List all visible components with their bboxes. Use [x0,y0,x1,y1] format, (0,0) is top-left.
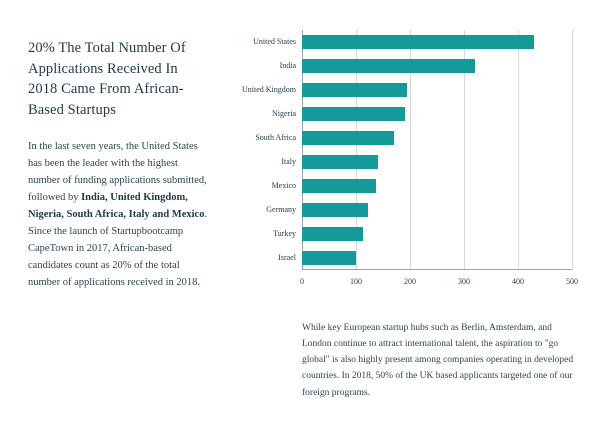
paragraph-part-one: In the last seven years, the United States has been the leader with the highest number of funding applications submitted, followed by [28,141,207,204]
bar-row [242,83,572,97]
bar-row [279,59,572,73]
x-tick-label: 400 [512,277,524,286]
paragraph-bold-countries: India, United Kingdom, Nigeria, South Africa, Italy and Mexico [28,192,205,221]
x-tick-label: 500 [566,277,578,286]
bar-row [281,155,572,169]
bar [302,227,363,241]
x-tick-label: 100 [350,277,362,286]
bar [302,59,475,73]
bar-category-label: Nigeria [272,109,296,118]
bar-category-label: Germany [266,205,296,214]
paragraph-part-two: . Since the launch of Startupbootcamp CapeTown in 2017, African-based candidates count as 20% of the total number of applications received in 2018. [28,209,208,289]
chart-gridline [572,30,573,270]
bar-row [278,251,572,265]
chart-plot-area [242,30,572,270]
bar-chart [232,30,580,292]
left-text-column [28,38,210,291]
bar-category-label: South Africa [255,133,296,142]
bar-category-label: Italy [281,157,296,166]
bar-category-label: Turkey [273,229,296,238]
bar [302,131,394,145]
bar [302,179,376,193]
bar-category-label: United Kingdom [242,85,296,94]
bar-row [266,203,572,217]
page-title: 20% The Total Number Of Applications Received In 2018 Came From African-Based Startups [28,40,186,118]
bar-category-label: Israel [278,253,296,262]
x-axis-line [302,269,572,270]
bar-category-label: Mexico [271,181,296,190]
x-tick-label: 200 [404,277,416,286]
bar [302,107,405,121]
bar-row [253,35,572,49]
bar-category-label: India [279,61,296,70]
bar [302,83,407,97]
bar [302,203,368,217]
bar-category-label: United States [253,37,296,46]
bar-row [273,227,572,241]
bar [302,35,534,49]
bar-row [255,131,572,145]
bar-row [272,107,572,121]
bar [302,251,356,265]
x-tick-label: 0 [300,277,304,286]
footnote-text: While key European startup hubs such as Berlin, Amsterdam, and London continue to attract international talent, the aspiration to "go global" is also highly present among companies operating in developed countries. In 2018, 50% of the UK based applicants targeted one of our foreign programs. [302,322,574,398]
x-tick-label: 300 [458,277,470,286]
body-paragraph [28,138,210,291]
bar [302,155,378,169]
bar-row [271,179,572,193]
